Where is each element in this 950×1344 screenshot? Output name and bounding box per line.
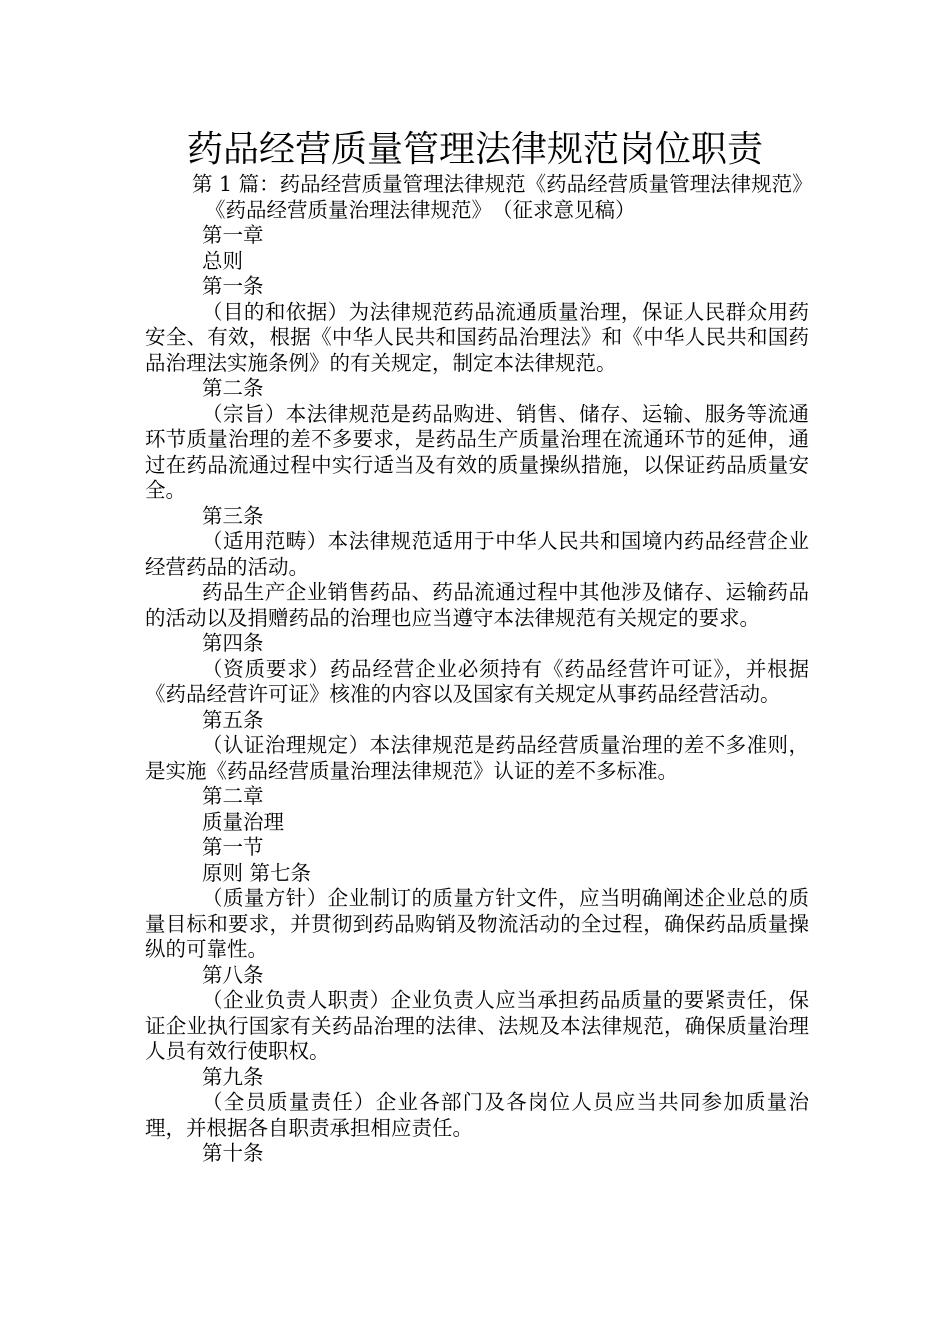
article-heading: 第三条 [202,503,264,528]
document-subtitle: 《药品经营质量治理法律规范》 （征求意见稿） [205,197,636,222]
article-heading: 第一条 [202,274,264,298]
document-title: 药品经营质量管理法律规范岗位职责 [186,129,763,170]
article-heading: 第九条 [202,1064,264,1089]
article-paragraph: 药品生产企业销售药品、药品流通过程中其他涉及储存、运输药品的活动以及捐赠药品的治理也应当遵守本法律规范有关规定的要求。 [145,580,809,630]
article-heading: 第五条 [202,707,264,732]
article-paragraph: （全员质量责任）企业各部门及各岗位人员应当共同参加质量治理，并根据各自职责承担相应责任。 [145,1090,809,1140]
intro-line: 第 1 篇：药品经营质量管理法律规范《药品经营质量管理法律规范》 [192,172,813,196]
article-paragraph: （企业负责人职责）企业负责人应当承担药品质量的要紧责任，保证企业执行国家有关药品治理的法律、法规及本法律规范，确保质量治理人员有效行使职权。 [145,988,809,1063]
article-heading: 第十条 [202,1141,264,1165]
article-heading: 第四条 [202,631,264,655]
article-heading: 原则 第七条 [202,860,312,885]
document-body [145,172,813,1167]
chapter-title: 质量治理 [202,809,284,834]
chapter-title: 总则 [202,248,243,273]
chapter-heading: 第二章 [202,784,264,808]
article-heading: 第八条 [202,962,264,987]
chapter-heading: 第一章 [202,223,264,247]
article-paragraph: （质量方针）企业制订的质量方针文件，应当明确阐述企业总的质量目标和要求，并贯彻到药品购销及物流活动的全过程，确保药品质量操纵的可靠性。 [145,886,809,961]
article-paragraph: （认证治理规定）本法律规范是药品经营质量治理的差不多准则，是实施《药品经营质量治理法律规范》认证的差不多标准。 [145,733,809,783]
article-paragraph: （目的和依据）为法律规范药品流通质量治理，保证人民群众用药安全、有效，根据《中华人民共和国药品治理法》和《中华人民共和国药品治理法实施条例》的有关规定，制定本法律规范。 [145,299,809,375]
article-heading: 第二条 [202,376,264,400]
article-paragraph: （宗旨）本法律规范是药品购进、销售、储存、运输、服务等流通环节质量治理的差不多要求，是药品生产质量治理在流通环节的延伸，通过在药品流通过程中实行适当及有效的质量操纵措施，以保证药品质量安全。 [145,401,809,502]
article-paragraph: （资质要求）药品经营企业必须持有《药品经营许可证》，并根据《药品经营许可证》核准的内容以及国家有关规定从事药品经营活动。 [145,656,809,706]
section-heading: 第一节 [202,835,264,859]
article-paragraph: （适用范畴）本法律规范适用于中华人民共和国境内药品经营企业经营药品的活动。 [145,529,809,579]
